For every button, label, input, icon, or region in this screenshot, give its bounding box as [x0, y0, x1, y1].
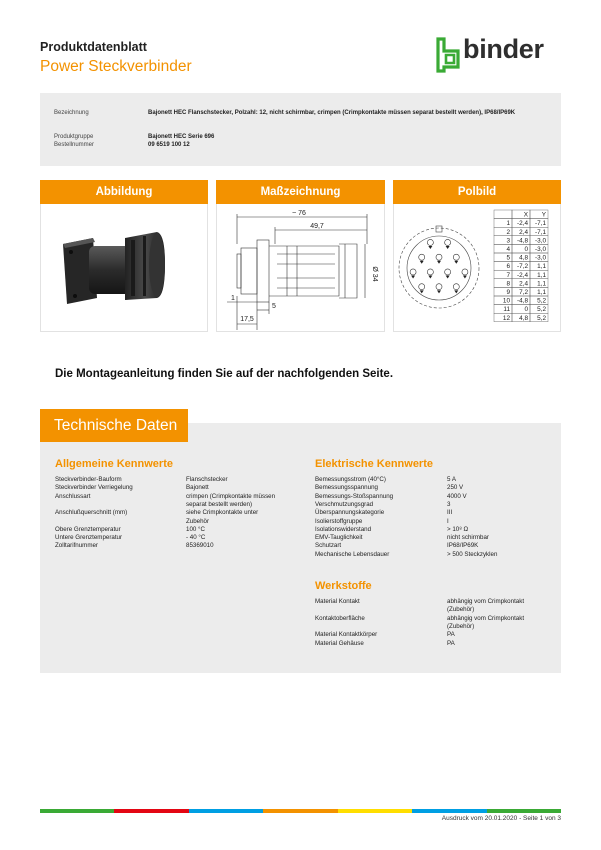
spec-key: Anschlussart [55, 492, 91, 500]
pin-marker [428, 276, 432, 279]
spec-row [315, 518, 555, 526]
spec-row [315, 606, 555, 614]
table-cell: 8 [506, 280, 510, 288]
spec-row [315, 484, 555, 492]
spec-value: (Zubehör) [447, 606, 475, 614]
spec-row [315, 551, 555, 559]
dim-body-label: 49,7 [310, 223, 324, 230]
electrical-specs-title: Elektrische Kennwerte [315, 458, 433, 470]
product-info-box [40, 93, 561, 166]
pin-11 [436, 284, 442, 290]
spec-key: Anschlußquerschnitt (mm) [55, 509, 128, 517]
spec-row [55, 542, 295, 550]
table-cell: -2,4 [516, 271, 528, 279]
table-cell: 2,4 [519, 280, 528, 288]
spec-key: Material Gehäuse [315, 639, 364, 647]
table-cell: 2 [506, 228, 510, 236]
table-cell: 0 [524, 306, 528, 314]
table-cell: 10 [502, 297, 510, 305]
spec-value: separat bestellt werden) [186, 500, 253, 508]
table-cell: 11 [503, 306, 510, 314]
dim-1-label: 1 [231, 295, 235, 302]
spec-key: Steckverbinder Verriegelung [55, 484, 133, 492]
footer-color-bar [40, 809, 561, 813]
table-cell: 3 [506, 237, 510, 245]
info-label: Bestellnummer [54, 142, 95, 148]
panel-header-abbildung: Abbildung [40, 180, 208, 204]
spec-row [315, 526, 555, 534]
spec-row [315, 509, 555, 517]
table-cell: -2,4 [516, 220, 528, 228]
dim-5-label: 5 [272, 303, 276, 310]
panel-header-polbild: Polbild [393, 180, 561, 204]
table-cell: 5,2 [537, 306, 546, 314]
info-value: Bajonett HEC Serie 696 [148, 134, 215, 140]
spec-key: Bemessungs-Stoßspannung [315, 492, 394, 500]
spec-value: PA [447, 631, 455, 639]
spec-value: - 40 °C [186, 534, 206, 542]
spec-row [315, 476, 555, 484]
table-cell: 9 [506, 289, 510, 296]
info-value: Bajonett HEC Flanschstecker, Polzahl: 12, nicht schirmbar, crimpen (Crimpkontakte müssen separat bestellt werden), IP68/IP69K [148, 110, 516, 116]
binder-logo [436, 34, 554, 73]
spec-value: PA [447, 639, 455, 647]
dim-total-label: ~ 76 [292, 210, 306, 217]
table-cell: -7,1 [534, 220, 546, 228]
pin-marker [437, 290, 441, 293]
pin-marker [428, 246, 432, 249]
spec-key: Mechanische Lebensdauer [315, 550, 390, 558]
footer-color-segment [40, 809, 114, 813]
spec-value: > 10⁸ Ω [447, 525, 469, 533]
table-cell: 1,1 [537, 271, 546, 279]
pin-2 [445, 239, 451, 245]
spec-key: Material Kontaktkörper [315, 631, 378, 639]
spec-key: Zolltarifnummer [55, 542, 98, 550]
spec-value: nicht schirmbar [447, 534, 489, 542]
table-cell: -4,8 [516, 237, 528, 245]
panel-polbild [393, 204, 561, 332]
pin-marker [454, 290, 458, 293]
spec-row [55, 518, 295, 526]
spec-value: abhängig vom Crimpkontakt [447, 614, 525, 622]
spec-row [315, 534, 555, 542]
table-cell: -7,2 [516, 263, 528, 271]
table-cell-border [494, 210, 512, 219]
table-cell: 2,4 [519, 228, 528, 236]
spec-value: 85369010 [186, 542, 214, 550]
spec-key: Verschmutzungsgrad [315, 500, 374, 508]
technical-data-tab: Technische Daten [40, 409, 188, 442]
general-specs-title: Allgemeine Kennwerte [55, 458, 173, 470]
table-cell: -3,0 [534, 246, 546, 253]
spec-row [315, 598, 555, 606]
spec-row [55, 501, 295, 509]
spec-value: Flanschstecker [186, 476, 228, 483]
table-header-cell: Y [541, 211, 546, 219]
spec-value: Zubehör [186, 517, 210, 525]
table-cell: -7,1 [534, 228, 546, 236]
table-cell: 1,1 [537, 263, 546, 271]
spec-row [315, 615, 555, 623]
spec-key: Isolationswiderstand [315, 525, 372, 533]
pin-12 [453, 284, 459, 290]
table-cell: 5,2 [537, 297, 546, 305]
table-cell: 12 [502, 314, 510, 322]
pin-6 [410, 269, 416, 275]
dimension-drawing [217, 204, 384, 330]
spec-value: 100 °C [186, 525, 205, 533]
spec-key: Bemessungsstrom (40°C) [315, 476, 386, 483]
document-title: Produktdatenblatt [40, 40, 147, 54]
table-cell: -4,8 [516, 297, 528, 305]
spec-key: Obere Grenztemperatur [55, 525, 121, 533]
spec-value: 4000 V [447, 492, 467, 500]
panel-masszeichnung [216, 204, 385, 332]
spec-key: Schutzart [315, 542, 342, 550]
footer-color-segment [487, 809, 561, 813]
pin-3 [419, 254, 425, 260]
spec-row [315, 493, 555, 501]
table-cell: 7 [506, 271, 510, 279]
spec-key: Isolierstoffgruppe [315, 517, 363, 525]
pin-marker [454, 261, 458, 264]
footer-color-segment [412, 809, 486, 813]
spec-value: III [447, 509, 453, 517]
footer-color-segment [263, 809, 337, 813]
pin-layout [394, 204, 560, 330]
pin-1 [427, 239, 433, 245]
spec-key: Überspannungskategorie [315, 509, 385, 517]
pin-marker [446, 246, 450, 249]
spec-row [55, 476, 295, 484]
pin-coordinate-table [494, 210, 548, 322]
connector-photo [41, 204, 207, 330]
table-cell: 1,1 [537, 280, 546, 288]
spec-row [315, 640, 555, 648]
materials-title: Werkstoffe [315, 580, 372, 592]
spec-key: Untere Grenztemperatur [55, 534, 123, 542]
info-label: Produktgruppe [54, 134, 94, 140]
info-value: 09 6519 100 12 [148, 142, 190, 148]
spec-value: Bajonett [186, 484, 209, 492]
spec-value: > 500 Steckzyklen [447, 550, 498, 558]
spec-key: EMV-Tauglichkeit [315, 534, 363, 542]
pin-10 [419, 284, 425, 290]
spec-row [55, 493, 295, 501]
spec-row [55, 509, 295, 517]
pin-7 [427, 269, 433, 275]
spec-key: Kontaktoberfläche [315, 614, 365, 622]
spec-value: abhängig vom Crimpkontakt [447, 598, 525, 605]
document-subtitle: Power Steckverbinder [40, 58, 192, 75]
table-cell: 1,1 [537, 289, 546, 296]
table-header-cell: X [523, 211, 528, 219]
spec-value: 3 [447, 500, 451, 508]
pin-9 [462, 269, 468, 275]
spec-value: siehe Crimpkontakte unter [186, 509, 259, 517]
dim-diameter-label: Ø 34 [371, 266, 378, 282]
table-cell: 4 [506, 246, 510, 253]
spec-row [55, 484, 295, 492]
pin-face-drawing [399, 226, 479, 308]
spec-row [315, 542, 555, 550]
spec-row [55, 526, 295, 534]
pin-marker [420, 261, 424, 264]
spec-value: IP68/IP69K [447, 542, 479, 550]
pin-8 [445, 269, 451, 275]
footer-color-segment [189, 809, 263, 813]
spec-value: (Zubehör) [447, 622, 475, 630]
spec-row [55, 534, 295, 542]
panel-abbildung [40, 204, 208, 332]
spec-key: Steckverbinder-Bauform [55, 476, 122, 483]
spec-row [315, 631, 555, 639]
spec-key: Material Kontakt [315, 598, 360, 605]
logo-text: binder [463, 34, 544, 64]
table-cell: 7,2 [519, 289, 528, 296]
spec-value: crimpen (Crimpkontakte müssen [186, 492, 276, 500]
footer-color-segment [114, 809, 188, 813]
mounting-instructions-note: Die Montageanleitung finden Sie auf der nachfolgenden Seite. [55, 368, 394, 380]
dim-17-label: 17,5 [240, 316, 254, 323]
spec-row [315, 623, 555, 631]
spec-value: 250 V [447, 484, 464, 492]
spec-value: I [447, 517, 449, 525]
footer-print-info: Ausdruck vom 20.01.2020 - Seite 1 von 3 [441, 815, 561, 822]
pin-marker [437, 261, 441, 264]
table-cell: 1 [506, 220, 510, 228]
info-label: Bezeichnung [54, 110, 89, 116]
table-cell: 4,8 [519, 314, 528, 322]
table-cell: 4,8 [519, 254, 528, 262]
table-cell: -3,0 [534, 237, 546, 245]
table-cell: 5,2 [537, 314, 546, 322]
pin-marker [446, 276, 450, 279]
spec-key: Bemessungsspannung [315, 484, 378, 492]
table-cell: -3,0 [534, 254, 546, 262]
pin-4 [436, 254, 442, 260]
table-cell: 0 [524, 246, 528, 253]
pin-marker [411, 276, 415, 279]
table-cell: 6 [506, 263, 510, 271]
footer-color-segment [338, 809, 412, 813]
panel-header-masszeichnung: Maßzeichnung [216, 180, 385, 204]
pin-marker [463, 276, 467, 279]
spec-value: 5 A [447, 476, 456, 483]
table-cell: 5 [506, 254, 510, 262]
pin-marker [420, 290, 424, 293]
binder-logo-icon [436, 37, 466, 73]
spec-row [315, 501, 555, 509]
pin-5 [453, 254, 459, 260]
